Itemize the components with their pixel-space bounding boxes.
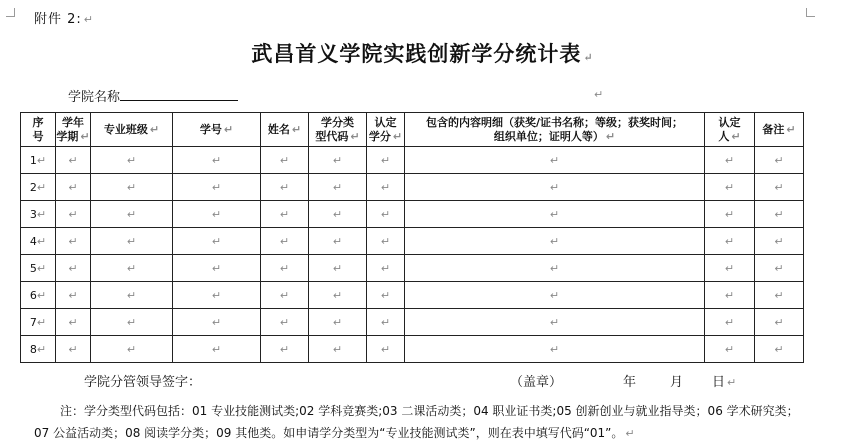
college-name-label: 学院名称 bbox=[68, 90, 121, 105]
cell-class[interactable] bbox=[91, 174, 173, 201]
cell-approver[interactable] bbox=[705, 282, 755, 309]
paragraph-mark-icon: ↵ bbox=[549, 261, 560, 275]
paragraph-mark-icon: ↵ bbox=[332, 180, 343, 194]
cell-details[interactable] bbox=[405, 336, 705, 363]
paragraph-mark-icon: ↵ bbox=[724, 207, 735, 221]
paragraph-mark-icon: ↵ bbox=[549, 234, 560, 248]
attachment-text: 附件 2: bbox=[34, 12, 82, 27]
paragraph-mark-icon: ↵ bbox=[332, 315, 343, 329]
paragraph-mark-icon: ↵ bbox=[211, 153, 222, 167]
cell-details[interactable] bbox=[405, 282, 705, 309]
table-row bbox=[21, 282, 804, 309]
college-name-field bbox=[68, 86, 238, 105]
paragraph-mark-icon: ↵ bbox=[380, 288, 391, 302]
cell-name[interactable] bbox=[261, 228, 309, 255]
cell-class[interactable] bbox=[91, 255, 173, 282]
cell-class[interactable] bbox=[91, 336, 173, 363]
page-corner-mark-right bbox=[806, 8, 815, 17]
cell-class[interactable] bbox=[91, 282, 173, 309]
cell-details[interactable] bbox=[405, 228, 705, 255]
header-term: 学年 学期 ↵ bbox=[56, 113, 91, 147]
row-seq-cell: 2↵ bbox=[21, 174, 56, 201]
header-credit-type: 学分类 型代码 ↵ bbox=[309, 113, 367, 147]
row-seq-cell: 8↵ bbox=[21, 336, 56, 363]
paragraph-mark-icon: ↵ bbox=[549, 153, 560, 167]
paragraph-mark-icon: ↵ bbox=[625, 427, 635, 440]
paragraph-mark-icon: ↵ bbox=[279, 207, 290, 221]
cell-name[interactable] bbox=[261, 255, 309, 282]
cell-name[interactable] bbox=[261, 336, 309, 363]
paragraph-mark-icon: ↵ bbox=[126, 153, 137, 167]
header-approved-credit: 认定 学分 ↵ bbox=[367, 113, 405, 147]
paragraph-mark-icon: ↵ bbox=[724, 234, 735, 248]
paragraph-mark-icon: ↵ bbox=[594, 88, 604, 101]
paragraph-mark-icon: ↵ bbox=[774, 180, 784, 194]
cell-term[interactable] bbox=[56, 255, 91, 282]
paragraph-mark-icon: ↵ bbox=[68, 261, 78, 275]
cell-details[interactable] bbox=[405, 174, 705, 201]
attachment-label bbox=[34, 8, 94, 27]
footnote-text: 注：学分类型代码包括：01 专业技能测试类;02 学科竞赛类;03 二课活动类；04 职业证书类;05 创新创业与就业指导类；06 学术研究类；07 公益活动类；08 阅读学分类；09 其他类。如申请学分类型为“专业技能测试类”，则在表中填写代码“01”。 bbox=[34, 404, 799, 440]
cell-name[interactable] bbox=[261, 201, 309, 228]
cell-class[interactable] bbox=[91, 201, 173, 228]
cell-term[interactable] bbox=[56, 336, 91, 363]
cell-class[interactable] bbox=[91, 309, 173, 336]
paragraph-mark-icon: ↵ bbox=[279, 288, 290, 302]
paragraph-mark-icon: ↵ bbox=[380, 261, 391, 275]
table-header-row bbox=[21, 113, 804, 147]
table-row bbox=[21, 147, 804, 174]
row-seq-cell: 3↵ bbox=[21, 201, 56, 228]
row-seq-cell: 7↵ bbox=[21, 309, 56, 336]
cell-details[interactable] bbox=[405, 255, 705, 282]
cell-approver[interactable] bbox=[705, 174, 755, 201]
cell-remarks[interactable] bbox=[755, 147, 804, 174]
header-seq: 序 号 bbox=[21, 113, 56, 147]
paragraph-mark-icon: ↵ bbox=[774, 153, 784, 167]
paragraph-mark-icon: ↵ bbox=[68, 207, 78, 221]
cell-name[interactable] bbox=[261, 147, 309, 174]
cell-term[interactable] bbox=[56, 201, 91, 228]
table-row bbox=[21, 309, 804, 336]
header-details: 包含的内容明细（获奖/证书名称；等级；获奖时间； 组织单位；证明人等） ↵ bbox=[405, 113, 705, 147]
header-remarks: 备注 ↵ bbox=[755, 113, 804, 147]
cell-remarks[interactable] bbox=[755, 336, 804, 363]
paragraph-mark-icon: ↵ bbox=[549, 342, 560, 356]
paragraph-mark-icon: ↵ bbox=[211, 315, 222, 329]
paragraph-mark-icon: ↵ bbox=[727, 376, 737, 389]
paragraph-mark-icon: ↵ bbox=[380, 207, 391, 221]
cell-name[interactable] bbox=[261, 309, 309, 336]
paragraph-mark-icon: ↵ bbox=[279, 315, 290, 329]
paragraph-mark-icon: ↵ bbox=[126, 180, 137, 194]
paragraph-mark-icon: ↵ bbox=[211, 234, 222, 248]
date-day-label: 日 ↵ bbox=[712, 375, 737, 390]
paragraph-mark-icon: ↵ bbox=[279, 180, 290, 194]
cell-remarks[interactable] bbox=[755, 174, 804, 201]
cell-details[interactable] bbox=[405, 147, 705, 174]
paragraph-mark-icon: ↵ bbox=[332, 342, 343, 356]
paragraph-mark-icon: ↵ bbox=[380, 234, 391, 248]
cell-details[interactable] bbox=[405, 201, 705, 228]
paragraph-mark-icon: ↵ bbox=[380, 153, 391, 167]
cell-approved-credit[interactable] bbox=[367, 309, 405, 336]
cell-student-id[interactable] bbox=[173, 201, 261, 228]
row-seq-cell: 4↵ bbox=[21, 228, 56, 255]
document-title bbox=[0, 38, 845, 68]
paragraph-mark-icon: ↵ bbox=[724, 153, 735, 167]
paragraph-mark-icon: ↵ bbox=[332, 288, 343, 302]
cell-credit-type[interactable] bbox=[309, 228, 367, 255]
cell-credit-type[interactable] bbox=[309, 255, 367, 282]
paragraph-mark-icon: ↵ bbox=[549, 180, 560, 194]
cell-remarks[interactable] bbox=[755, 282, 804, 309]
cell-student-id[interactable] bbox=[173, 282, 261, 309]
cell-approver[interactable] bbox=[705, 147, 755, 174]
paragraph-mark-icon: ↵ bbox=[83, 13, 95, 26]
paragraph-mark-icon: ↵ bbox=[583, 51, 594, 64]
cell-student-id[interactable] bbox=[173, 174, 261, 201]
cell-details[interactable] bbox=[405, 309, 705, 336]
table-row bbox=[21, 201, 804, 228]
paragraph-mark-icon: ↵ bbox=[332, 207, 343, 221]
paragraph-mark-icon: ↵ bbox=[279, 234, 290, 248]
cell-approver[interactable] bbox=[705, 201, 755, 228]
cell-term[interactable] bbox=[56, 174, 91, 201]
date-month-label: 月 bbox=[670, 375, 684, 390]
table-row bbox=[21, 174, 804, 201]
paragraph-mark-icon: ↵ bbox=[211, 342, 222, 356]
paragraph-mark-icon: ↵ bbox=[68, 288, 78, 302]
paragraph-mark-icon: ↵ bbox=[126, 315, 137, 329]
cell-student-id[interactable] bbox=[173, 255, 261, 282]
row-seq-cell: 6↵ bbox=[21, 282, 56, 309]
paragraph-mark-icon: ↵ bbox=[68, 180, 78, 194]
cell-approved-credit[interactable] bbox=[367, 147, 405, 174]
paragraph-mark-icon: ↵ bbox=[724, 180, 735, 194]
paragraph-mark-icon: ↵ bbox=[126, 207, 137, 221]
paragraph-mark-icon: ↵ bbox=[380, 180, 391, 194]
cell-term[interactable] bbox=[56, 309, 91, 336]
cell-remarks[interactable] bbox=[755, 309, 804, 336]
cell-term[interactable] bbox=[56, 147, 91, 174]
paragraph-mark-icon: ↵ bbox=[774, 261, 784, 275]
paragraph-mark-icon: ↵ bbox=[724, 261, 735, 275]
paragraph-mark-icon: ↵ bbox=[774, 315, 784, 329]
cell-approved-credit[interactable] bbox=[367, 174, 405, 201]
footnote bbox=[34, 400, 809, 445]
paragraph-mark-icon: ↵ bbox=[332, 234, 343, 248]
page-corner-mark-left bbox=[6, 8, 15, 17]
paragraph-mark-icon: ↵ bbox=[332, 261, 343, 275]
paragraph-mark-icon: ↵ bbox=[549, 207, 560, 221]
cell-name[interactable] bbox=[261, 174, 309, 201]
cell-approver[interactable] bbox=[705, 255, 755, 282]
header-approver: 认定 人 ↵ bbox=[705, 113, 755, 147]
header-name: 姓名 ↵ bbox=[261, 113, 309, 147]
cell-approved-credit[interactable] bbox=[367, 255, 405, 282]
cell-term[interactable] bbox=[56, 282, 91, 309]
cell-student-id[interactable] bbox=[173, 228, 261, 255]
cell-approved-credit[interactable] bbox=[367, 201, 405, 228]
cell-approved-credit[interactable] bbox=[367, 336, 405, 363]
college-name-blank-line bbox=[120, 88, 238, 101]
paragraph-mark-icon: ↵ bbox=[774, 234, 784, 248]
cell-credit-type[interactable] bbox=[309, 336, 367, 363]
paragraph-mark-icon: ↵ bbox=[126, 288, 137, 302]
cell-student-id[interactable] bbox=[173, 309, 261, 336]
paragraph-mark-icon: ↵ bbox=[774, 342, 784, 356]
cell-remarks[interactable] bbox=[755, 228, 804, 255]
paragraph-mark-icon: ↵ bbox=[211, 288, 222, 302]
cell-credit-type[interactable] bbox=[309, 201, 367, 228]
paragraph-mark-icon: ↵ bbox=[211, 180, 222, 194]
cell-remarks[interactable] bbox=[755, 255, 804, 282]
cell-class[interactable] bbox=[91, 147, 173, 174]
paragraph-mark-icon: ↵ bbox=[774, 288, 784, 302]
paragraph-mark-icon: ↵ bbox=[68, 315, 78, 329]
cell-approver[interactable] bbox=[705, 309, 755, 336]
paragraph-mark-icon: ↵ bbox=[68, 234, 78, 248]
paragraph-mark-icon: ↵ bbox=[211, 261, 222, 275]
paragraph-mark-icon: ↵ bbox=[279, 261, 290, 275]
row-seq-cell: 1↵ bbox=[21, 147, 56, 174]
paragraph-mark-icon: ↵ bbox=[332, 153, 343, 167]
paragraph-mark-icon: ↵ bbox=[211, 207, 222, 221]
cell-credit-type[interactable] bbox=[309, 147, 367, 174]
paragraph-mark-icon: ↵ bbox=[279, 342, 290, 356]
header-class: 专业班级 ↵ bbox=[91, 113, 173, 147]
cell-remarks[interactable] bbox=[755, 201, 804, 228]
cell-term[interactable] bbox=[56, 228, 91, 255]
paragraph-mark-icon: ↵ bbox=[380, 315, 391, 329]
cell-credit-type[interactable] bbox=[309, 174, 367, 201]
cell-credit-type[interactable] bbox=[309, 309, 367, 336]
cell-approved-credit[interactable] bbox=[367, 228, 405, 255]
title-text: 武昌首义学院实践创新学分统计表 bbox=[251, 41, 582, 66]
paragraph-mark-icon: ↵ bbox=[68, 342, 78, 356]
credit-statistics-table bbox=[20, 112, 804, 363]
cell-student-id[interactable] bbox=[173, 147, 261, 174]
leader-signature-label: 学院分管领导签字： bbox=[84, 375, 202, 390]
table-row bbox=[21, 336, 804, 363]
table-body bbox=[21, 147, 804, 363]
paragraph-mark-icon: ↵ bbox=[126, 234, 137, 248]
table-row bbox=[21, 228, 804, 255]
header-student-id: 学号 ↵ bbox=[173, 113, 261, 147]
paragraph-mark-icon: ↵ bbox=[68, 153, 78, 167]
paragraph-mark-icon: ↵ bbox=[126, 261, 137, 275]
paragraph-mark-icon: ↵ bbox=[724, 315, 735, 329]
paragraph-mark-icon: ↵ bbox=[774, 207, 784, 221]
cell-approved-credit[interactable] bbox=[367, 282, 405, 309]
cell-name[interactable] bbox=[261, 282, 309, 309]
paragraph-mark-icon: ↵ bbox=[549, 288, 560, 302]
cell-class[interactable] bbox=[91, 228, 173, 255]
cell-approver[interactable] bbox=[705, 336, 755, 363]
row-seq-cell: 5↵ bbox=[21, 255, 56, 282]
paragraph-mark-icon: ↵ bbox=[549, 315, 560, 329]
paragraph-mark-icon: ↵ bbox=[724, 288, 735, 302]
paragraph-mark-icon: ↵ bbox=[279, 153, 290, 167]
cell-credit-type[interactable] bbox=[309, 282, 367, 309]
date-year-label: 年 bbox=[623, 375, 637, 390]
paragraph-mark-icon: ↵ bbox=[724, 342, 735, 356]
table-row bbox=[21, 255, 804, 282]
paragraph-mark-icon: ↵ bbox=[126, 342, 137, 356]
paragraph-mark-icon: ↵ bbox=[380, 342, 391, 356]
cell-student-id[interactable] bbox=[173, 336, 261, 363]
cell-approver[interactable] bbox=[705, 228, 755, 255]
seal-label: （盖章） bbox=[510, 375, 563, 390]
